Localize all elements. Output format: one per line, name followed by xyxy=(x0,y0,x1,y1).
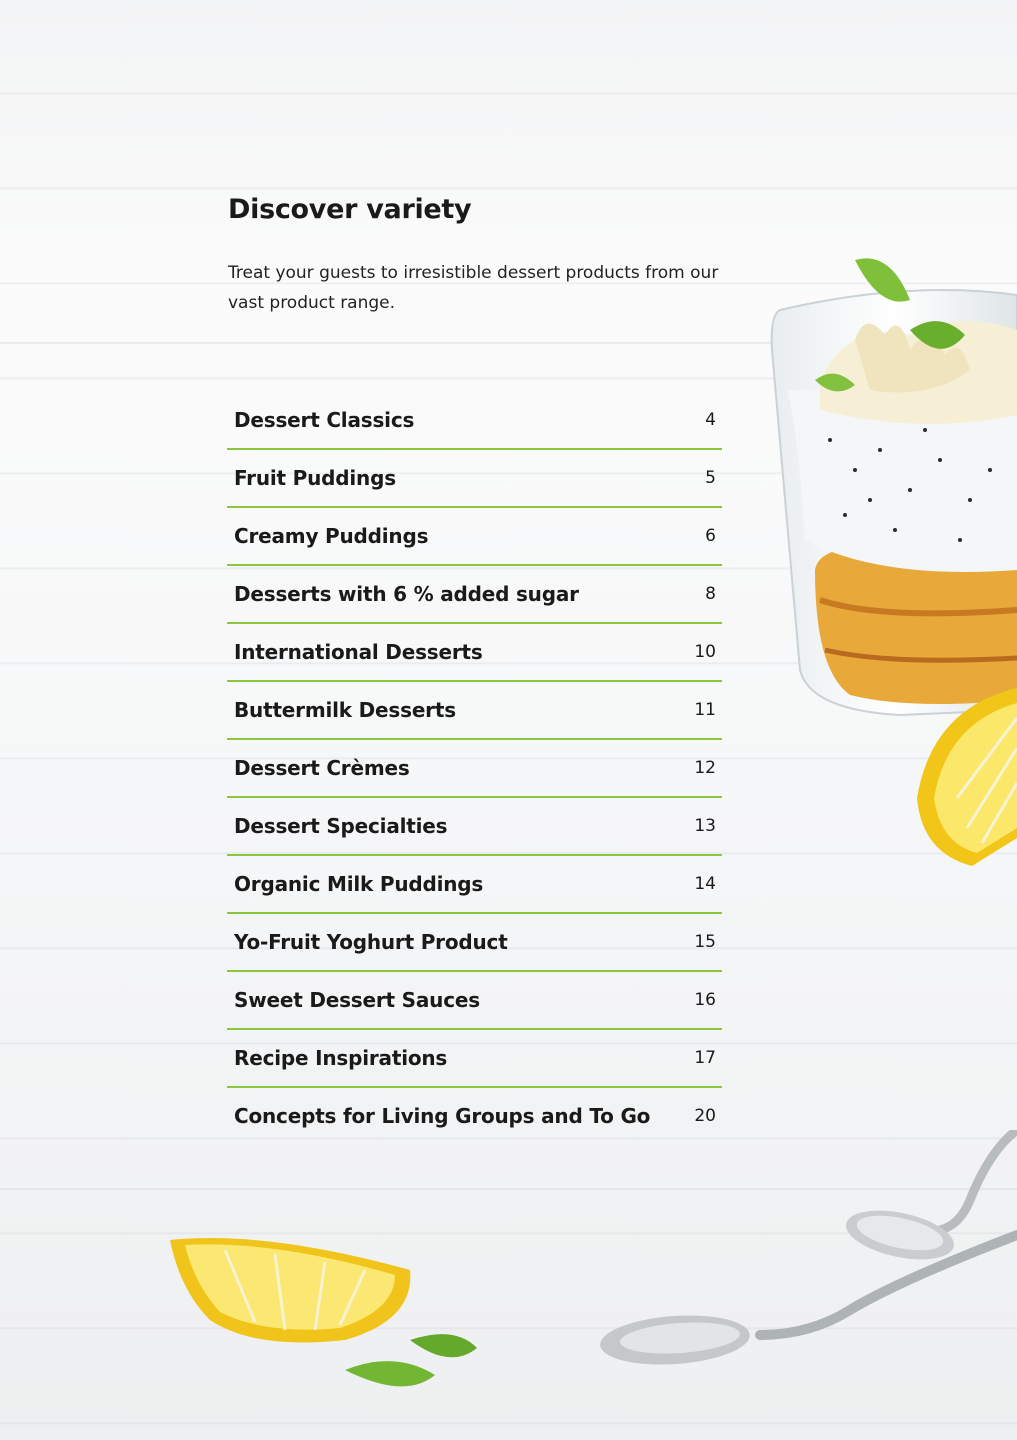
toc-page-number: 6 xyxy=(705,526,716,546)
toc-title: Yo-Fruit Yoghurt Product xyxy=(234,930,508,954)
toc-page-number: 4 xyxy=(705,410,716,430)
toc-title: Sweet Dessert Sauces xyxy=(234,988,480,1012)
toc-page-number: 13 xyxy=(694,816,716,836)
toc-title: Fruit Puddings xyxy=(234,466,396,490)
toc-title: Creamy Puddings xyxy=(234,524,429,548)
toc-entry[interactable] xyxy=(227,624,722,682)
toc-title: International Desserts xyxy=(234,640,483,664)
toc-page-number: 12 xyxy=(694,758,716,778)
toc-entry[interactable] xyxy=(227,1030,722,1088)
toc-page-number: 5 xyxy=(705,468,716,488)
page-title: Discover variety xyxy=(228,194,472,225)
toc-title: Dessert Classics xyxy=(234,408,415,432)
toc-page-number: 17 xyxy=(694,1048,716,1068)
intro-text: Treat your guests to irresistible dessert products from our vast product range. xyxy=(228,263,719,313)
toc-entry[interactable] xyxy=(227,566,722,624)
toc-title: Recipe Inspirations xyxy=(234,1046,448,1070)
toc-page-number: 20 xyxy=(694,1106,716,1126)
toc-title: Concepts for Living Groups and To Go xyxy=(234,1104,651,1128)
spoons-photo xyxy=(600,1130,1017,1400)
toc-title: Dessert Crèmes xyxy=(234,756,410,780)
toc-page-number: 10 xyxy=(694,642,716,662)
toc-page-number: 15 xyxy=(694,932,716,952)
toc-entry[interactable] xyxy=(227,972,722,1030)
toc-title: Desserts with 6 % added sugar xyxy=(234,582,579,606)
dessert-glass-photo xyxy=(760,240,1017,720)
toc-entry[interactable] xyxy=(227,740,722,798)
toc-entry[interactable] xyxy=(227,856,722,914)
lemon-wedge-photo xyxy=(912,688,1017,870)
table-of-contents xyxy=(227,392,722,1144)
toc-page-number: 8 xyxy=(705,584,716,604)
toc-title: Buttermilk Desserts xyxy=(234,698,456,722)
lemon-wedge-photo xyxy=(165,1230,485,1400)
toc-page-number: 14 xyxy=(694,874,716,894)
toc-entry[interactable] xyxy=(227,450,722,508)
toc-entry[interactable] xyxy=(227,682,722,740)
toc-entry[interactable] xyxy=(227,392,722,450)
toc-title: Dessert Specialties xyxy=(234,814,448,838)
toc-page-number: 11 xyxy=(694,700,716,720)
toc-entry[interactable] xyxy=(227,798,722,856)
toc-title: Organic Milk Puddings xyxy=(234,872,484,896)
toc-page-number: 16 xyxy=(694,990,716,1010)
toc-entry[interactable] xyxy=(227,914,722,972)
toc-entry[interactable] xyxy=(227,508,722,566)
